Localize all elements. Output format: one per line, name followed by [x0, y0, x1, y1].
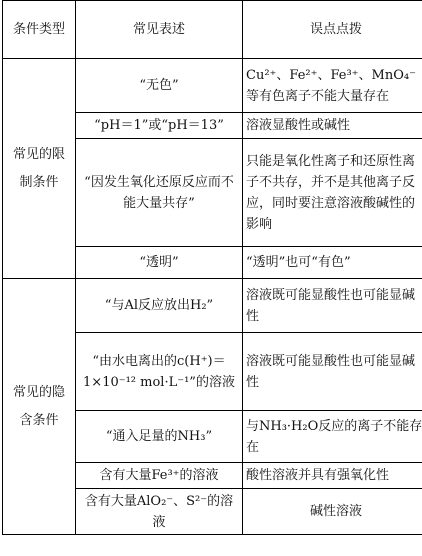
header-row — [3, 1, 422, 59]
conditions-table — [2, 0, 422, 535]
category-cell-restrictive — [3, 59, 76, 279]
common-cell: “透明” — [76, 247, 243, 279]
common-cell: “与Al反应放出H₂” — [76, 279, 243, 333]
category-cell-implicit — [3, 279, 76, 535]
tips-cell: “透明”也可“有色” — [243, 247, 422, 279]
tips-cell: 溶液既可能显酸性也可能显碱性 — [243, 279, 422, 333]
tips-cell: 只能是氧化性离子和还原性离子不共存，并不是其他离子反应，同时要注意溶液酸碱性的影响 — [243, 139, 422, 247]
common-cell: 含有大量Fe³⁺的溶液 — [76, 463, 243, 489]
category-text: 常见的隐含条件 — [13, 384, 66, 428]
common-cell: 含有大量AlO₂⁻、S²⁻的溶液 — [76, 489, 243, 535]
tips-cell: 与NH₃·H₂O反应的离子不能存在 — [243, 411, 422, 463]
common-cell: “由水电离出的c(H⁺)＝1×10⁻¹² mol·L⁻¹”的溶液 — [76, 333, 243, 411]
header-tips: 误点点拨 — [243, 1, 422, 59]
common-cell: “pH＝1”或“pH＝13” — [76, 113, 243, 139]
header-category — [3, 1, 76, 59]
common-cell: “通入足量的NH₃” — [76, 411, 243, 463]
tips-cell: 溶液既可能显酸性也可能显碱性 — [243, 333, 422, 411]
tips-cell: 酸性溶液并具有强氧化性 — [243, 463, 422, 489]
common-cell: “因发生氧化还原反应而不能大量共存” — [76, 139, 243, 247]
header-category-text: 条件类型 — [13, 21, 66, 37]
category-text: 常见的限制条件 — [13, 146, 66, 190]
tips-cell: Cu²⁺、Fe²⁺、Fe³⁺、MnO₄⁻等有色离子不能大量存在 — [243, 59, 422, 113]
table-row — [3, 279, 422, 333]
tips-cell: 溶液显酸性或碱性 — [243, 113, 422, 139]
header-common: 常见表述 — [76, 1, 243, 59]
table-row — [3, 59, 422, 113]
tips-cell: 碱性溶液 — [243, 489, 422, 535]
common-cell: “无色” — [76, 59, 243, 113]
